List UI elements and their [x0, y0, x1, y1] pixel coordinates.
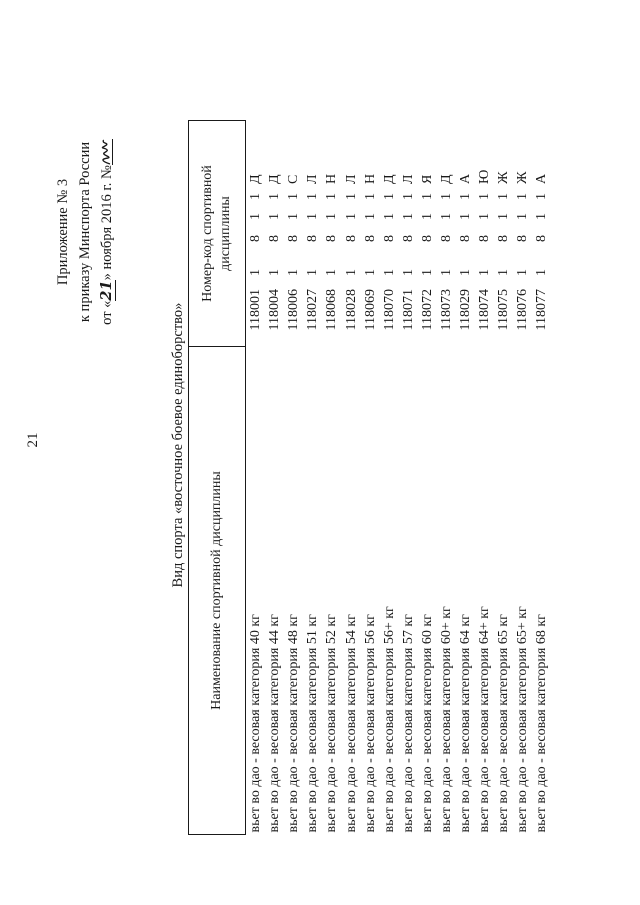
code-part: Д [438, 174, 454, 185]
appendix-title: Приложение № 3 [55, 178, 71, 286]
code-part: 118 [458, 310, 474, 331]
code-part: 1 [515, 213, 531, 221]
discipline-code [380, 121, 399, 347]
code-part: 1 [362, 269, 378, 277]
code-part: 8 [267, 235, 283, 243]
code-part: А [534, 173, 550, 185]
code-parts [246, 121, 265, 345]
code-part: 8 [343, 235, 359, 243]
code-part: 1 [305, 193, 321, 201]
code-part: 1 [458, 269, 474, 277]
code-part: Л [400, 174, 416, 185]
table-row [437, 121, 456, 835]
code-part: 1 [286, 269, 302, 277]
code-part: Ж [496, 171, 512, 185]
code-part: 074 [477, 289, 493, 311]
code-part: Л [343, 174, 359, 185]
code-part: 118 [534, 310, 550, 331]
code-parts [361, 121, 380, 345]
code-part: 1 [305, 213, 321, 221]
column-header-code: Номер-код спортивной дисциплины [189, 121, 246, 347]
appendix-date-prefix: от « [99, 300, 115, 325]
discipline-code [246, 121, 266, 347]
table-row [532, 121, 551, 835]
discipline-name: вьет во дао - весовая категория 44 кг [267, 614, 283, 833]
code-part: 118 [400, 310, 416, 331]
code-parts [532, 121, 551, 345]
discipline-name: вьет во дао - весовая категория 60+ кг [438, 606, 454, 833]
code-part: 1 [248, 193, 264, 201]
appendix-date-rest: » ноября 2016 г. № [99, 165, 115, 281]
code-part: 1 [267, 193, 283, 201]
code-part: 1 [362, 193, 378, 201]
code-parts [399, 121, 418, 345]
table-row [399, 121, 418, 835]
discipline-name: вьет во дао - весовая категория 65 кг [496, 614, 512, 833]
table-row [456, 121, 475, 835]
code-part: 027 [305, 289, 321, 311]
code-part: 1 [324, 213, 340, 221]
code-part: 8 [381, 235, 397, 243]
code-part: С [286, 174, 302, 185]
code-part: 1 [362, 213, 378, 221]
table-row [322, 121, 341, 835]
code-parts [380, 121, 399, 345]
discipline-code [437, 121, 456, 347]
discipline-code [475, 121, 494, 347]
code-parts [513, 121, 532, 345]
table-row [494, 121, 513, 835]
code-part: 006 [286, 289, 302, 311]
code-part: 1 [343, 193, 359, 201]
discipline-code [265, 121, 284, 347]
code-part: 1 [305, 269, 321, 277]
appendix-header [52, 102, 118, 362]
appendix-date-day: 21 [98, 280, 115, 301]
discipline-code [322, 121, 341, 347]
discipline-code [494, 121, 513, 347]
discipline-code [456, 121, 475, 347]
discipline-name: вьет во дао - весовая категория 54 кг [343, 614, 359, 833]
code-part: 029 [458, 289, 474, 311]
code-parts [342, 121, 361, 345]
table-row [418, 121, 437, 835]
code-part: 8 [515, 235, 531, 243]
discipline-name: вьет во дао - весовая категория 57 кг [400, 614, 416, 833]
discipline-name: вьет во дао - весовая категория 52 кг [324, 614, 340, 833]
code-part: 001 [248, 289, 264, 311]
code-part: 8 [324, 235, 340, 243]
code-part: 1 [381, 213, 397, 221]
discipline-code [341, 121, 360, 347]
table-row [513, 121, 532, 835]
discipline-name: вьет во дао - весовая категория 56 кг [362, 614, 378, 833]
table-body [246, 121, 552, 835]
table-row [361, 121, 380, 835]
code-part: 118 [496, 310, 512, 331]
page-number: 21 [25, 432, 41, 448]
code-part: 076 [515, 289, 531, 311]
code-part: 070 [381, 289, 397, 311]
code-part: 118 [438, 310, 454, 331]
discipline-code [418, 121, 437, 347]
code-part: 1 [458, 213, 474, 221]
code-part: 1 [267, 213, 283, 221]
code-part: 118 [419, 310, 435, 331]
discipline-code [284, 121, 303, 347]
code-part: 1 [381, 193, 397, 201]
sport-title: Вид спорта «восточное боевое единоборство» [170, 302, 186, 588]
code-part: 8 [419, 235, 435, 243]
code-part: 1 [400, 213, 416, 221]
code-part: 1 [381, 269, 397, 277]
code-part: 118 [515, 310, 531, 331]
code-part: Н [324, 173, 340, 185]
table-row [246, 121, 266, 835]
code-part: 004 [267, 289, 283, 311]
code-part: 072 [419, 289, 435, 311]
code-part: 1 [324, 269, 340, 277]
code-part: 1 [400, 269, 416, 277]
code-parts [265, 121, 284, 345]
code-part: А [458, 173, 474, 185]
code-part: Ж [515, 171, 531, 185]
code-part: 8 [400, 235, 416, 243]
code-part: Н [362, 173, 378, 185]
code-part: 118 [381, 310, 397, 331]
column-header-name: Наименование спортивной дисциплины [189, 347, 246, 835]
code-part: 1 [477, 193, 493, 201]
code-part: Я [419, 174, 435, 185]
code-part: 1 [438, 193, 454, 201]
code-parts [322, 121, 341, 345]
table-row [475, 121, 494, 835]
discipline-name: вьет во дао - весовая категория 64+ кг [477, 606, 493, 833]
code-parts [437, 121, 456, 345]
code-part: 1 [248, 269, 264, 277]
discipline-name: вьет во дао - весовая категория 60 кг [419, 614, 435, 833]
order-number-handwritten [98, 139, 113, 165]
code-part: 8 [458, 235, 474, 243]
appendix-order-ref: к приказу Минспорта России [77, 141, 93, 323]
code-part: 1 [458, 193, 474, 201]
code-part: 1 [324, 193, 340, 201]
code-parts [475, 121, 494, 345]
code-part: 8 [286, 235, 302, 243]
code-part: 1 [496, 193, 512, 201]
code-part: 8 [305, 235, 321, 243]
table-row [303, 121, 322, 835]
discipline-name: вьет во дао - весовая категория 48 кг [286, 614, 302, 833]
discipline-code [303, 121, 322, 347]
code-parts [284, 121, 303, 345]
code-part: 1 [419, 269, 435, 277]
code-parts [494, 121, 513, 345]
code-part: 1 [515, 193, 531, 201]
code-part: 075 [496, 289, 512, 311]
code-part: 077 [534, 289, 550, 311]
code-part: 1 [400, 193, 416, 201]
discipline-name: вьет во дао - весовая категория 56+ кг [381, 606, 397, 833]
discipline-code [532, 121, 551, 347]
code-part: 1 [438, 213, 454, 221]
code-part: 1 [477, 213, 493, 221]
code-part: 1 [515, 269, 531, 277]
code-part: 8 [438, 235, 454, 243]
code-part: 028 [343, 289, 359, 311]
table-row [284, 121, 303, 835]
code-part: 118 [267, 310, 283, 331]
discipline-name: вьет во дао - весовая категория 68 кг [534, 614, 550, 833]
code-part: 1 [248, 213, 264, 221]
code-part: Д [381, 174, 397, 185]
code-part: 1 [477, 269, 493, 277]
code-part: 068 [324, 289, 340, 311]
code-part: 8 [477, 235, 493, 243]
code-part: 1 [534, 269, 550, 277]
code-part: 073 [438, 289, 454, 311]
code-parts [303, 121, 322, 345]
code-part: 118 [248, 310, 264, 331]
code-part: 118 [286, 310, 302, 331]
code-part: 1 [534, 193, 550, 201]
code-part: 1 [286, 193, 302, 201]
code-part: 8 [248, 235, 264, 243]
discipline-code [361, 121, 380, 347]
code-part: 1 [438, 269, 454, 277]
code-part: 8 [534, 235, 550, 243]
code-part: 1 [419, 193, 435, 201]
code-part: Л [305, 174, 321, 185]
code-parts [418, 121, 437, 345]
code-part: 118 [324, 310, 340, 331]
discipline-name: вьет во дао - весовая категория 64 кг [458, 614, 474, 833]
discipline-code [513, 121, 532, 347]
discipline-name: вьет во дао - весовая категория 51 кг [305, 614, 321, 833]
code-part: 118 [362, 310, 378, 331]
discipline-code [399, 121, 418, 347]
code-part: 8 [362, 235, 378, 243]
table-row [265, 121, 284, 835]
code-part: 1 [496, 213, 512, 221]
code-part: Д [267, 174, 283, 185]
code-part: 069 [362, 289, 378, 311]
code-part: 118 [305, 310, 321, 331]
table-row [380, 121, 399, 835]
code-part: Ю [477, 169, 493, 185]
code-part: Д [248, 174, 264, 185]
disciplines-table [188, 120, 552, 835]
code-parts [456, 121, 475, 345]
code-part: 1 [343, 269, 359, 277]
code-part: 071 [400, 289, 416, 311]
code-part: 1 [343, 213, 359, 221]
code-part: 1 [534, 213, 550, 221]
code-part: 8 [496, 235, 512, 243]
code-part: 1 [496, 269, 512, 277]
code-part: 1 [267, 269, 283, 277]
table-header-row [189, 121, 246, 835]
code-part: 1 [419, 213, 435, 221]
code-part: 118 [477, 310, 493, 331]
code-part: 118 [343, 310, 359, 331]
discipline-name: вьет во дао - весовая категория 65+ кг [515, 606, 531, 833]
discipline-name: вьет во дао - весовая категория 40 кг [248, 614, 264, 833]
table-row [341, 121, 360, 835]
code-part: 1 [286, 213, 302, 221]
appendix-date-line [96, 102, 118, 362]
